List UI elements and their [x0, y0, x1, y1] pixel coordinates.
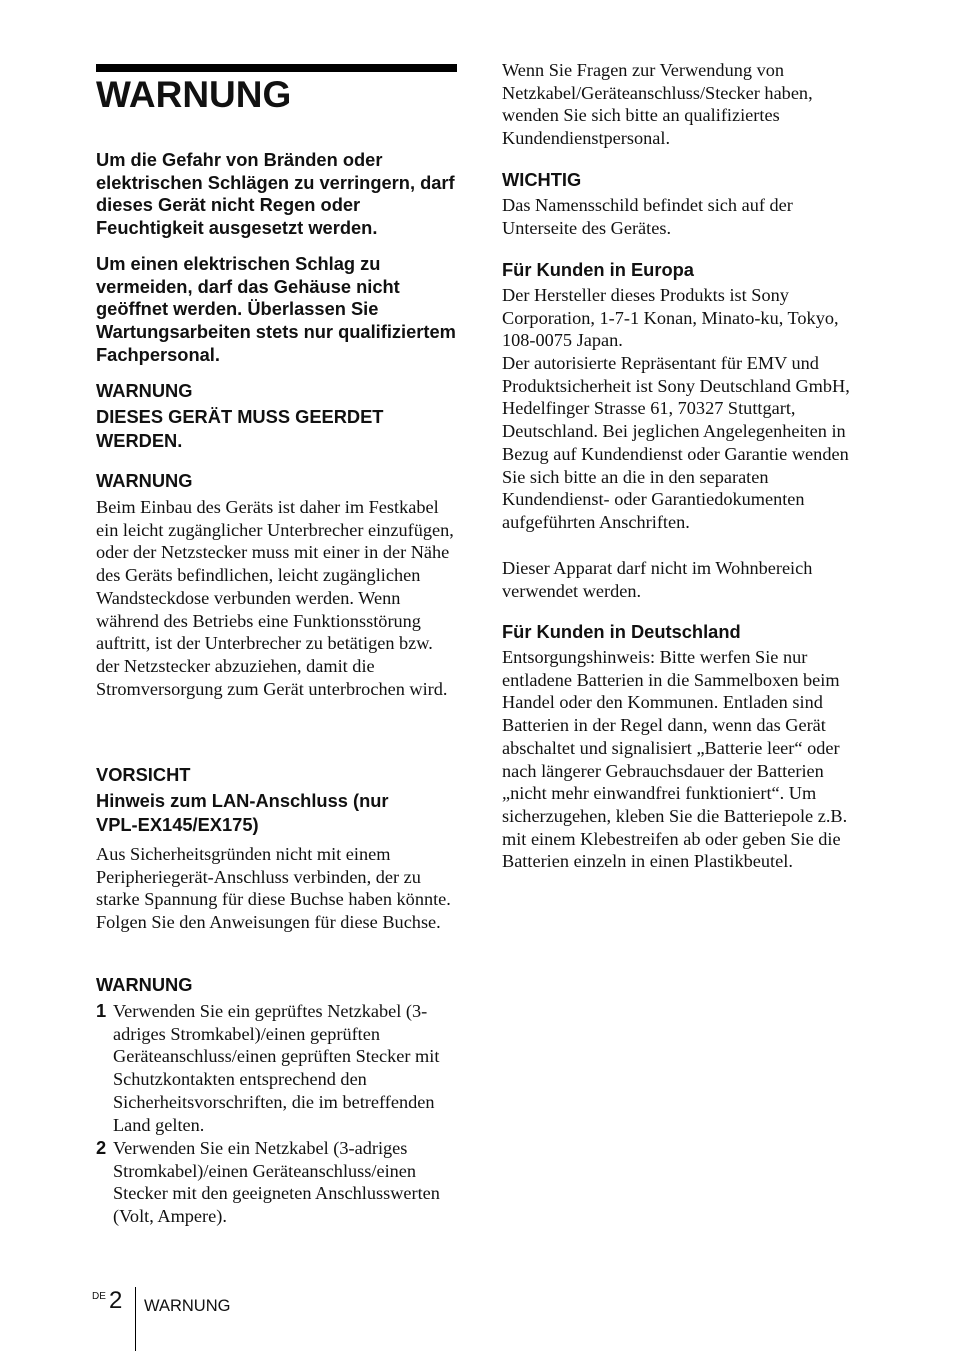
section-body-unterbrecher: Beim Einbau des Geräts ist daher im Festkabel ein leicht zugänglicher Unterbrecher einzufügen, oder der Netzstecker muss mit einer in der Nähe des Geräts befindlichen, leicht zugänglichen Wandsteckdose verbunden werden. Wenn während des Betriebs eine Funktionsstörung auftritt, ist der Unterbrecher zu betätigen bzw. der Netzstecker abzuziehen, damit die Stromversorgung zum Gerät unterbrochen wird. — [96, 497, 454, 699]
section-heading-warnung-2: WARNUNG — [96, 470, 193, 491]
section-body-deutschland: Entsorgungshinweis: Bitte werfen Sie nur entladene Batterien in die Sammelboxen beim Handel oder den Kommunen. Entladen sind Batterien in der Regel dann, wenn das Gerät abschaltet und signalisiert „Batterie leer“ oder nach längerer Gebrauchsdauer der Batterien „nicht mehr einwandfrei funktioniert“. Um sicherzugehen, kleben Sie die Batteriepole z.B. mit einem Klebestreifen ab oder geben Sie die Batterien einzeln in einen Plastikbeutel. — [502, 647, 848, 872]
section-body-europa-wohnbereich: Dieser Apparat darf nicht im Wohnbereich verwendet werden. — [502, 558, 813, 601]
page-title: WARNUNG — [96, 74, 292, 115]
section-body-lan: Aus Sicherheitsgründen nicht mit einem Peripheriegerät-Anschluss verbinden, der zu starke Spannung für diese Buchse haben könnte. Folgen Sie den Anweisungen für diese Buchse. — [96, 844, 451, 933]
section-subheading-lan: Hinweis zum LAN-Anschluss (nur VPL-EX145/EX175) — [96, 790, 389, 835]
list-item-text: Verwenden Sie ein Netzkabel (3-adriges Stromkabel)/einen Geräteanschluss/einen Stecker mit den geeigneten Anschlusswerten (Volt, Ampere). — [113, 1138, 440, 1227]
list-item — [96, 1000, 458, 1136]
section-heading-europa: Für Kunden in Europa — [502, 259, 694, 280]
section-heading-deutschland: Für Kunden in Deutschland — [502, 621, 741, 642]
section-heading-warnung-3: WARNUNG — [96, 974, 193, 995]
footer-divider — [135, 1287, 136, 1351]
warning-lead-fire: Um die Gefahr von Bränden oder elektrischen Schlägen zu verringern, darf dieses Gerät nicht Regen oder Feuchtigkeit ausgesetzt werden. — [96, 149, 455, 239]
section-body-wichtig: Das Namensschild befindet sich auf der Unterseite des Gerätes. — [502, 195, 793, 238]
footer-language-code: DE — [92, 1291, 106, 1302]
section-heading-warnung-1: WARNUNG — [96, 380, 193, 401]
title-rule — [96, 64, 457, 72]
section-heading-wichtig: WICHTIG — [502, 169, 582, 190]
intro-paragraph: Wenn Sie Fragen zur Verwendung von Netzkabel/Geräteanschluss/Stecker haben, wenden Sie sich bitte an qualifiziertes Kundendienstpersonal. — [502, 60, 813, 149]
section-subheading-geerdet: DIESES GERÄT MUSS GEERDET WERDEN. — [96, 406, 384, 451]
list-item-text: Verwenden Sie ein geprüftes Netzkabel (3-adriges Stromkabel)/einen geprüften Geräteanschluss/einen geprüften Stecker mit Schutzkontakten entsprechend den Sicherheitsvorschriften, die im betreffenden Land gelten. — [113, 1001, 440, 1135]
section-heading-vorsicht: VORSICHT — [96, 764, 191, 785]
list-item-number: 2 — [96, 1137, 107, 1158]
list-item — [96, 1137, 458, 1229]
footer-section-label: WARNUNG — [144, 1297, 231, 1315]
list-item-number: 1 — [96, 1000, 107, 1021]
section-body-europa-repraesentant: Der autorisierte Repräsentant für EMV und Produktsicherheit ist Sony Deutschland GmbH, Hedelfinger Strasse 61, 70327 Stuttgart, Deutschland. Bei jeglichen Angelegenheiten in Bezug auf Kundendienst oder Garantie wenden Sie sich bitte an die in den separaten Kundendienst- oder Garantiedokumenten aufgeführten Anschriften. — [502, 353, 850, 532]
section-body-europa-hersteller: Der Hersteller dieses Produkts ist Sony Corporation, 1-7-1 Konan, Minato-ku, Tokyo, 108-0075 Japan. — [502, 285, 839, 351]
warning-lead-shock: Um einen elektrischen Schlag zu vermeiden, darf das Gehäuse nicht geöffnet werden. Überlassen Sie Wartungsarbeiten stets nur qualifiziertem Fachpersonal. — [96, 253, 456, 365]
page-number: 2 — [109, 1287, 123, 1314]
